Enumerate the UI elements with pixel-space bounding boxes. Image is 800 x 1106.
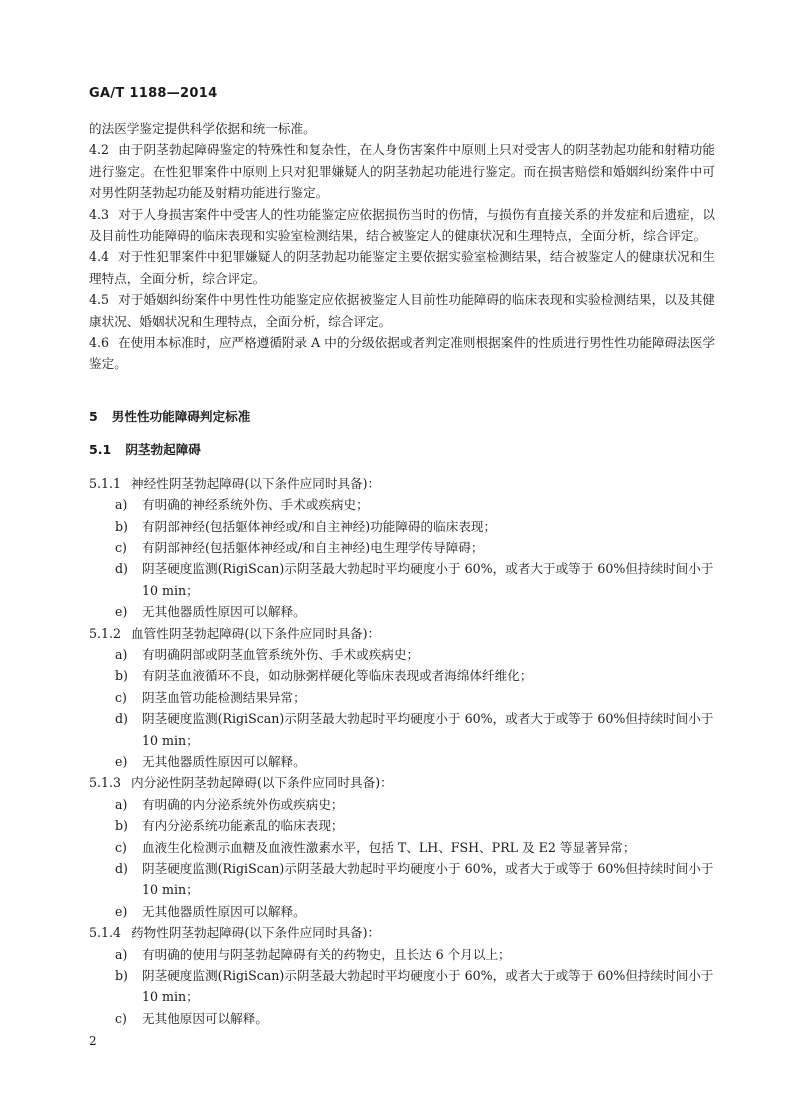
section-5-1-heading: 5.1 阴茎勃起障碍 — [89, 442, 201, 458]
list-item: d) 阴茎硬度监测(RigiScan)示阴茎最大勃起时平均硬度小于 60%，或者大于或等于 60%但持续时间小于 10 min； — [115, 561, 714, 598]
clause-number: 4.2 — [89, 142, 110, 158]
list-item: d) 阴茎硬度监测(RigiScan)示阴茎最大勃起时平均硬度小于 60%，或者大于或等于 60%但持续时间小于 10 min； — [115, 711, 714, 748]
clause-text: 对于婚姻纠纷案件中男性性功能鉴定应依据被鉴定人目前性功能障碍的临床表现和实验检测结果，以及其健康状况、婚姻状况和生理特点，全面分析，综合评定。 — [89, 292, 715, 329]
clause-number: 4.5 — [89, 292, 110, 308]
clause-number: 4.3 — [89, 206, 110, 222]
list-item: e) 无其他器质性原因可以解释。 — [115, 753, 306, 769]
clause-4-6 — [89, 332, 715, 375]
sub-5-1-1-heading: 5.1.1 神经性阴茎勃起障碍(以下条件应同时具备)： — [89, 475, 381, 491]
clause-4-5 — [89, 289, 715, 332]
sub-5-1-1-list — [89, 494, 715, 622]
sub-5-1-4-list — [89, 944, 715, 1030]
standard-code: GA/T 1188—2014 — [89, 86, 218, 101]
list-item: a) 有明确的内分泌系统外伤或疾病史； — [115, 796, 344, 812]
list-item: d) 阴茎硬度监测(RigiScan)示阴茎最大勃起时平均硬度小于 60%，或者大于或等于 60%但持续时间小于 10 min； — [115, 861, 714, 898]
clause-number: 4.4 — [89, 249, 110, 265]
clause-number: 4.6 — [89, 335, 110, 351]
sub-5-1-4-heading: 5.1.4 药物性阴茎勃起障碍(以下条件应同时具备)： — [89, 925, 381, 941]
clause-4-4 — [89, 246, 715, 289]
list-item: c) 阴茎血管功能检测结果异常； — [115, 689, 306, 705]
intro-continuation: 的法医学鉴定提供科学依据和统一标准。 — [89, 121, 316, 136]
list-item: c) 无其他原因可以解释。 — [115, 1010, 268, 1026]
clause-text: 对于人身损害案件中受害人的性功能鉴定应依据损伤当时的伤情，与损伤有直接关系的并发症和后遗症，以及目前性功能障碍的临床表现和实验室检测结果，结合被鉴定人的健康状况和生理特点，全面分析，综合评定。 — [89, 206, 715, 244]
list-item: b) 有阴茎血液循环不良，如动脉粥样硬化等临床表现或者海绵体纤维化； — [115, 668, 533, 684]
list-item: a) 有明确的使用与阴茎勃起障碍有关的药物史，且长达 6 个月以上； — [115, 946, 511, 962]
clause-4-2 — [89, 139, 715, 203]
sub-5-1-3-list — [89, 794, 715, 922]
sub-5-1-3-heading: 5.1.3 内分泌性阴茎勃起障碍(以下条件应同时具备)： — [89, 775, 393, 791]
section-5-heading: 5 男性性功能障碍判定标准 — [89, 408, 251, 424]
clause-text: 由于阴茎勃起障碍鉴定的特殊性和复杂性，在人身伤害案件中原则上只对受害人的阴茎勃起功能和射精功能进行鉴定。在性犯罪案件中原则上只对犯罪嫌疑人的阴茎勃起功能进行鉴定。而在损害赔偿和婚姻纠纷案件中可对男性阴茎勃起功能及射精功能进行鉴定。 — [89, 142, 715, 201]
clause-text: 在使用本标准时，应严格遵循附录 A 中的分级依据或者判定准则根据案件的性质进行男性性功能障碍法医学鉴定。 — [89, 335, 715, 372]
list-item: c) 有阴部神经(包括躯体神经或/和自主神经)电生理学传导障碍； — [115, 539, 484, 555]
sub-5-1-2-list — [89, 644, 715, 772]
list-item: a) 有明确的神经系统外伤、手术或疾病史； — [115, 497, 369, 513]
sub-5-1-2-heading: 5.1.2 血管性阴茎勃起障碍(以下条件应同时具备)： — [89, 625, 381, 641]
list-item: e) 无其他器质性原因可以解释。 — [115, 604, 306, 620]
clause-text: 对于性犯罪案件中犯罪嫌疑人的阴茎勃起功能鉴定主要依据实验室检测结果，结合被鉴定人的健康状况和生理特点，全面分析，综合评定。 — [89, 249, 715, 286]
list-item: c) 血液生化检测示血糖及血液性激素水平，包括 T、LH、FSH、PRL 及 E2 等显著异常； — [115, 839, 636, 855]
list-item: a) 有明确阴部或阴茎血管系统外伤、手术或疾病史； — [115, 646, 420, 662]
list-item: b) 阴茎硬度监测(RigiScan)示阴茎最大勃起时平均硬度小于 60%，或者大于或等于 60%但持续时间小于 10 min； — [115, 968, 714, 1005]
list-item: b) 有内分泌系统功能紊乱的临床表现； — [115, 818, 344, 834]
list-item: e) 无其他器质性原因可以解释。 — [115, 903, 306, 919]
list-item: b) 有阴部神经(包括躯体神经或/和自主神经)功能障碍的临床表现； — [115, 518, 497, 534]
document-body — [89, 118, 715, 1029]
clause-4-3 — [89, 204, 715, 247]
page-number: 2 — [89, 1034, 97, 1048]
